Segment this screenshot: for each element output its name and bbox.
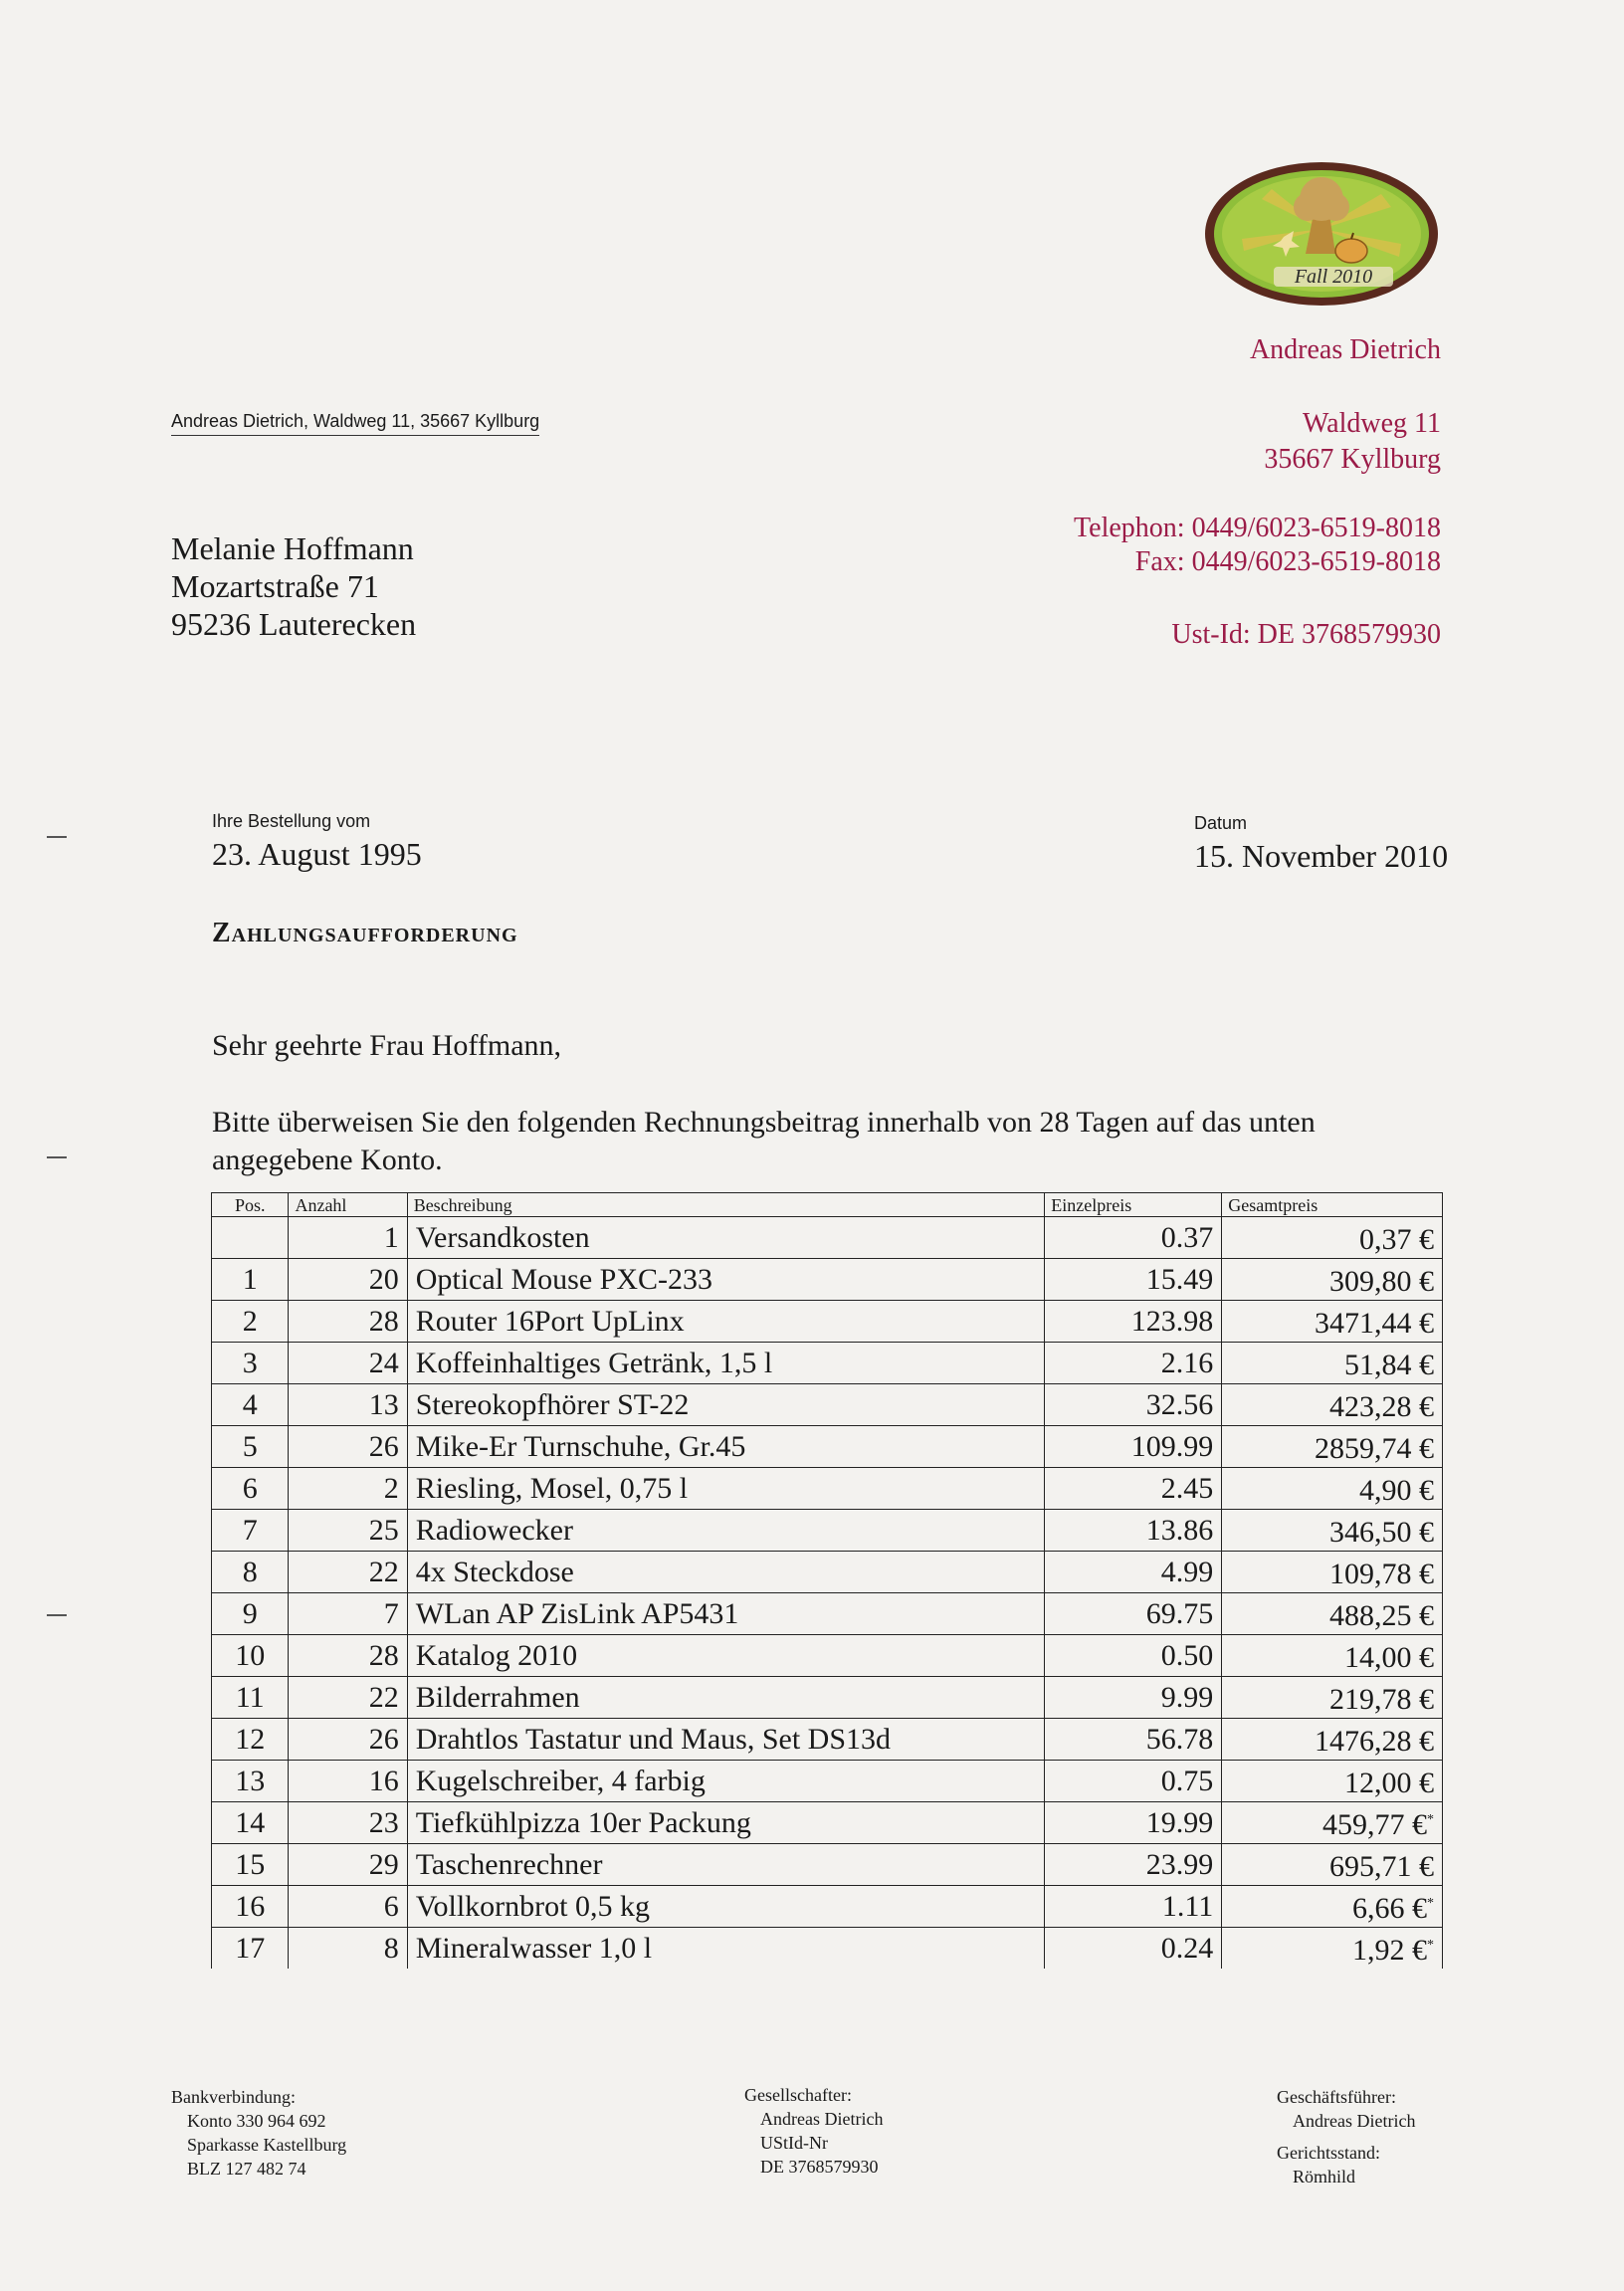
fax-number: 0449/6023-6519-8018	[1191, 546, 1441, 577]
letterhead-fax-row	[1074, 545, 1441, 579]
cell-qty: 16	[289, 1761, 407, 1802]
cell-description: Versandkosten	[407, 1217, 1045, 1259]
cell-total-price: 6,66 €*	[1222, 1886, 1443, 1928]
cell-unit-price: 0.24	[1045, 1928, 1222, 1970]
cell-total-price: 14,00 €	[1222, 1635, 1443, 1677]
cell-pos: 8	[212, 1552, 289, 1593]
cell-total-price: 488,25 €	[1222, 1593, 1443, 1635]
letterhead-address	[1264, 406, 1441, 478]
table-row	[212, 1510, 1443, 1552]
footer-bank-name: Sparkasse Kastellburg	[187, 2135, 347, 2155]
sender-return-address: Andreas Dietrich, Waldweg 11, 35667 Kyllburg	[171, 411, 539, 436]
letter-date-label: Datum	[1194, 813, 1248, 833]
recipient-address	[171, 529, 416, 643]
salutation: Sehr geehrte Frau Hoffmann,	[212, 1029, 562, 1062]
footer-court: Römhild	[1293, 2167, 1356, 2187]
cell-total-price: 309,80 €	[1222, 1259, 1443, 1301]
cell-pos: 14	[212, 1802, 289, 1844]
footer-partner-ustid-label: UStId-Nr	[760, 2133, 828, 2153]
cell-unit-price: 69.75	[1045, 1593, 1222, 1635]
cell-description: Tiefkühlpizza 10er Packung	[407, 1802, 1045, 1844]
footer-bank	[171, 2085, 346, 2181]
table-row	[212, 1844, 1443, 1886]
cell-qty: 22	[289, 1677, 407, 1719]
cell-description: Optical Mouse PXC-233	[407, 1259, 1045, 1301]
cell-unit-price: 0.75	[1045, 1761, 1222, 1802]
footer-partner-title: Gesellschafter:	[744, 2085, 852, 2105]
cell-pos: 15	[212, 1844, 289, 1886]
letterhead-city: 35667 Kyllburg	[1264, 444, 1441, 475]
cell-total-price: 1476,28 €	[1222, 1719, 1443, 1761]
letterhead-contact	[1074, 512, 1441, 579]
cell-total-price: 2859,74 €	[1222, 1426, 1443, 1468]
cell-qty: 28	[289, 1301, 407, 1343]
cell-description: WLan AP ZisLink AP5431	[407, 1593, 1045, 1635]
cell-unit-price: 23.99	[1045, 1844, 1222, 1886]
cell-description: Riesling, Mosel, 0,75 l	[407, 1468, 1045, 1510]
cell-qty: 29	[289, 1844, 407, 1886]
cell-total-price: 423,28 €	[1222, 1384, 1443, 1426]
cell-unit-price: 2.16	[1045, 1343, 1222, 1384]
cell-total-price: 12,00 €	[1222, 1761, 1443, 1802]
footnote-mark: *	[1427, 1938, 1434, 1953]
cell-pos: 17	[212, 1928, 289, 1970]
cell-pos: 1	[212, 1259, 289, 1301]
cell-unit-price: 2.45	[1045, 1468, 1222, 1510]
letterhead-ustid: Ust-Id: DE 3768579930	[1171, 619, 1441, 650]
footnote-mark: *	[1427, 1812, 1434, 1827]
cell-pos: 12	[212, 1719, 289, 1761]
cell-unit-price: 9.99	[1045, 1677, 1222, 1719]
cell-unit-price: 13.86	[1045, 1510, 1222, 1552]
fold-mark	[47, 836, 67, 838]
cell-total-price: 4,90 €	[1222, 1468, 1443, 1510]
phone-label: Telephon:	[1074, 513, 1185, 543]
cell-unit-price: 15.49	[1045, 1259, 1222, 1301]
cell-qty: 6	[289, 1886, 407, 1928]
table-row	[212, 1384, 1443, 1426]
cell-description: Mineralwasser 1,0 l	[407, 1928, 1045, 1970]
order-date-label: Ihre Bestellung vom	[212, 811, 371, 831]
table-row	[212, 1468, 1443, 1510]
header-qty: Anzahl	[289, 1193, 407, 1217]
fax-label: Fax:	[1134, 546, 1185, 577]
table-row	[212, 1928, 1443, 1970]
cell-description: Koffeinhaltiges Getränk, 1,5 l	[407, 1343, 1045, 1384]
letter-date: 15. November 2010	[1194, 838, 1449, 874]
table-row	[212, 1593, 1443, 1635]
cell-qty: 8	[289, 1928, 407, 1970]
table-row	[212, 1635, 1443, 1677]
cell-qty: 23	[289, 1802, 407, 1844]
cell-unit-price: 1.11	[1045, 1886, 1222, 1928]
cell-qty: 26	[289, 1719, 407, 1761]
table-body	[212, 1217, 1443, 1970]
footer-bank-title: Bankverbindung:	[171, 2087, 296, 2107]
header-unit-price: Einzelpreis	[1045, 1193, 1222, 1217]
cell-pos	[212, 1217, 289, 1259]
punch-mark	[47, 1156, 67, 1158]
cell-pos: 5	[212, 1426, 289, 1468]
letterhead-company-name: Andreas Dietrich	[1249, 334, 1441, 365]
cell-total-price: 346,50 €	[1222, 1510, 1443, 1552]
cell-qty: 7	[289, 1593, 407, 1635]
table-row	[212, 1719, 1443, 1761]
table-header-row	[212, 1193, 1443, 1217]
cell-qty: 26	[289, 1426, 407, 1468]
letterhead-street: Waldweg 11	[1302, 408, 1441, 439]
footer-court-label: Gerichtsstand:	[1277, 2143, 1380, 2163]
footnote-mark: *	[1427, 1896, 1434, 1911]
cell-qty: 24	[289, 1343, 407, 1384]
cell-qty: 20	[289, 1259, 407, 1301]
header-total-price: Gesamtpreis	[1222, 1193, 1443, 1217]
cell-description: Bilderrahmen	[407, 1677, 1045, 1719]
table-row	[212, 1426, 1443, 1468]
cell-total-price: 695,71 €	[1222, 1844, 1443, 1886]
cell-description: Kugelschreiber, 4 farbig	[407, 1761, 1045, 1802]
cell-description: Vollkornbrot 0,5 kg	[407, 1886, 1045, 1928]
cell-description: Radiowecker	[407, 1510, 1045, 1552]
footer-management-name: Andreas Dietrich	[1293, 2111, 1416, 2131]
cell-unit-price: 56.78	[1045, 1719, 1222, 1761]
footer-partner-ustid: DE 3768579930	[760, 2157, 879, 2177]
footer-partner-name: Andreas Dietrich	[760, 2109, 884, 2129]
cell-pos: 9	[212, 1593, 289, 1635]
cell-qty: 13	[289, 1384, 407, 1426]
cell-total-price: 1,92 €*	[1222, 1928, 1443, 1970]
cell-unit-price: 0.50	[1045, 1635, 1222, 1677]
body-text: Bitte überweisen Sie den folgenden Rechnungsbeitrag innerhalb von 28 Tagen auf das unten angegebene Konto.	[212, 1106, 1316, 1176]
cell-total-price: 0,37 €	[1222, 1217, 1443, 1259]
table-row	[212, 1802, 1443, 1844]
cell-unit-price: 4.99	[1045, 1552, 1222, 1593]
cell-total-price: 109,78 €	[1222, 1552, 1443, 1593]
cell-total-price: 51,84 €	[1222, 1343, 1443, 1384]
table-row	[212, 1301, 1443, 1343]
cell-qty: 22	[289, 1552, 407, 1593]
cell-description: Taschenrechner	[407, 1844, 1045, 1886]
cell-description: 4x Steckdose	[407, 1552, 1045, 1593]
cell-pos: 6	[212, 1468, 289, 1510]
table-row	[212, 1677, 1443, 1719]
phone-number: 0449/6023-6519-8018	[1191, 513, 1441, 543]
letterhead-phone-row	[1074, 512, 1441, 545]
table-row	[212, 1259, 1443, 1301]
cell-qty: 28	[289, 1635, 407, 1677]
footer-partner	[744, 2083, 883, 2179]
cell-total-price: 3471,44 €	[1222, 1301, 1443, 1343]
cell-qty: 1	[289, 1217, 407, 1259]
invoice-table	[211, 1192, 1443, 1969]
company-logo	[1202, 159, 1441, 309]
header-pos: Pos.	[212, 1193, 289, 1217]
cell-unit-price: 123.98	[1045, 1301, 1222, 1343]
cell-qty: 2	[289, 1468, 407, 1510]
cell-total-price: 219,78 €	[1222, 1677, 1443, 1719]
header-description: Beschreibung	[407, 1193, 1045, 1217]
table-row	[212, 1217, 1443, 1259]
cell-pos: 13	[212, 1761, 289, 1802]
recipient-street: Mozartstraße 71	[171, 568, 379, 604]
fold-mark	[47, 1614, 67, 1616]
table-row	[212, 1886, 1443, 1928]
footer-management-title: Geschäftsführer:	[1277, 2087, 1396, 2107]
cell-description: Katalog 2010	[407, 1635, 1045, 1677]
cell-unit-price: 32.56	[1045, 1384, 1222, 1426]
cell-description: Stereokopfhörer ST-22	[407, 1384, 1045, 1426]
cell-pos: 3	[212, 1343, 289, 1384]
cell-unit-price: 0.37	[1045, 1217, 1222, 1259]
recipient-name: Melanie Hoffmann	[171, 530, 414, 566]
footer-bank-blz: BLZ 127 482 74	[187, 2159, 306, 2179]
table-row	[212, 1343, 1443, 1384]
footer-management	[1277, 2085, 1415, 2188]
order-date: 23. August 1995	[212, 836, 422, 872]
cell-pos: 7	[212, 1510, 289, 1552]
cell-qty: 25	[289, 1510, 407, 1552]
cell-description: Drahtlos Tastatur und Maus, Set DS13d	[407, 1719, 1045, 1761]
table-row	[212, 1761, 1443, 1802]
footer-bank-konto: Konto 330 964 692	[187, 2111, 326, 2131]
cell-pos: 16	[212, 1886, 289, 1928]
cell-pos: 11	[212, 1677, 289, 1719]
recipient-city: 95236 Lauterecken	[171, 606, 417, 642]
table-row	[212, 1552, 1443, 1593]
cell-unit-price: 19.99	[1045, 1802, 1222, 1844]
cell-description: Router 16Port UpLinx	[407, 1301, 1045, 1343]
cell-pos: 10	[212, 1635, 289, 1677]
cell-unit-price: 109.99	[1045, 1426, 1222, 1468]
letter-subject: Zahlungsaufforderung	[212, 918, 518, 948]
cell-total-price: 459,77 €*	[1222, 1802, 1443, 1844]
cell-pos: 4	[212, 1384, 289, 1426]
logo-text: Fall 2010	[1294, 266, 1373, 288]
cell-pos: 2	[212, 1301, 289, 1343]
cell-description: Mike-Er Turnschuhe, Gr.45	[407, 1426, 1045, 1468]
